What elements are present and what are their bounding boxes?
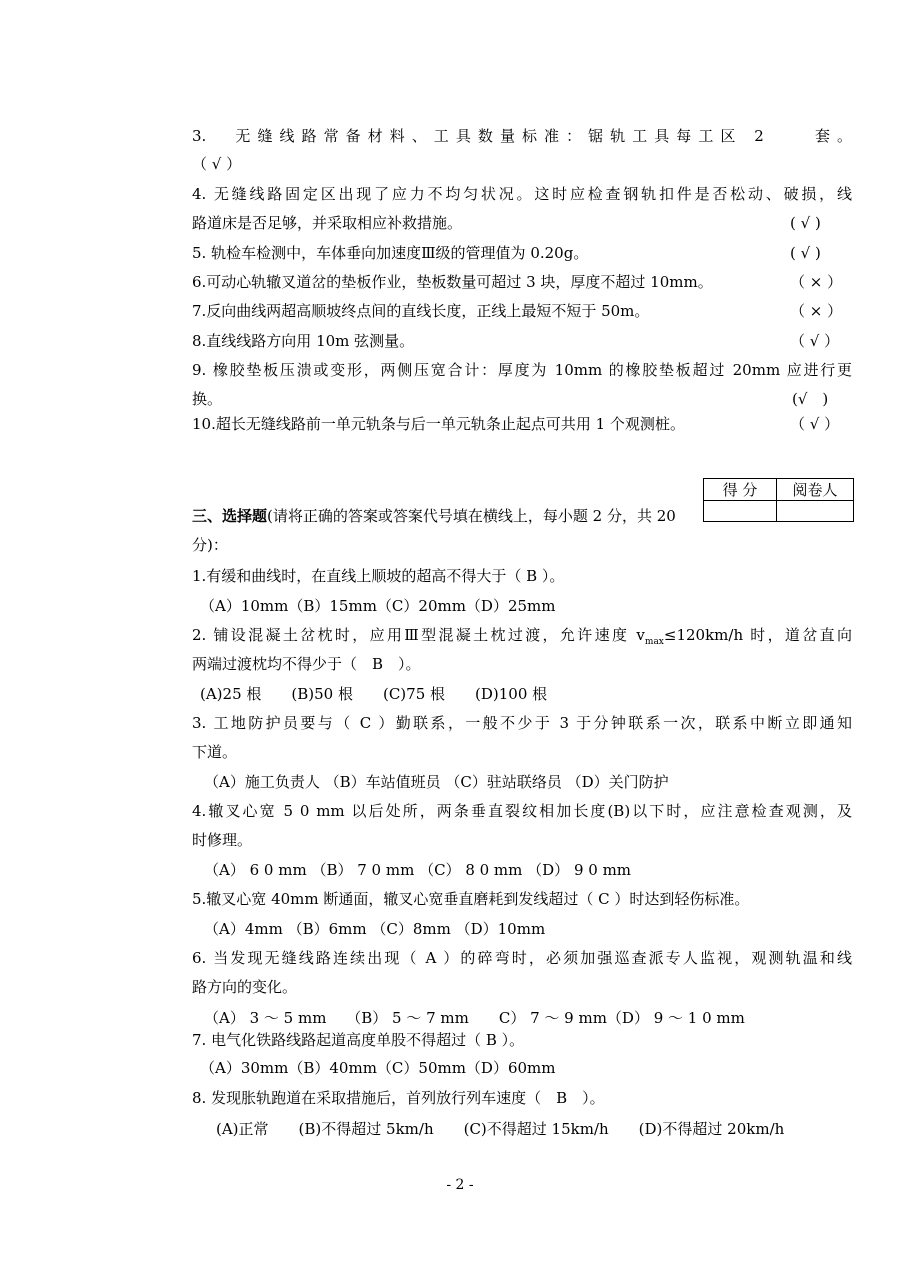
judge-item-10-line1: 10.超长无缝线路前一单元轨条与后一单元轨条止起点可共用 1 个观测桩。 xyxy=(192,415,685,433)
reviewer-cell xyxy=(777,501,854,522)
choice-2-question-pre: 2. 铺设混凝土岔枕时，应用Ⅲ型混凝土枕过渡，允许速度 v xyxy=(192,626,645,644)
judge-item-4-line1: 4. 无缝线路固定区出现了应力不均匀状况。这时应检查钢轨扣件是否松动、破损，线 xyxy=(192,185,852,203)
judge-item-8-answer: （ √ ） xyxy=(790,332,840,350)
choice-8-options: (A)正常 (B)不得超过 5km/h (C)不得超过 15km/h (D)不得超过 20km/h xyxy=(216,1120,785,1138)
choice-3-question: 3. 工地防护员要与（ C ）勤联系，一般不少于 3 于分钟联系一次，联系中断立即通知 xyxy=(192,714,852,732)
choice-2-options: (A)25 根 (B)50 根 (C)75 根 (D)100 根 xyxy=(200,685,548,703)
judge-item-9-line2: 换。 xyxy=(192,390,223,408)
judge-item-3-line2: （ √ ） xyxy=(192,155,242,173)
choice-6-question: 6. 当发现无缝线路连续出现（ A ）的碎弯时，必须加强巡查派专人监视，观测轨温和线 xyxy=(192,949,852,967)
judge-item-4-answer: ( √ ) xyxy=(790,214,821,232)
judge-item-7-answer: （ × ） xyxy=(790,302,843,320)
choice-6-options: （A） 3 ～ 5 mm （B） 5 ～ 7 mm C） 7 ～ 9 mm（D） 9 ～ 1 0 mm xyxy=(204,1009,745,1027)
judge-item-10-answer: （ √ ） xyxy=(790,415,840,433)
choice-3-options: （A）施工负责人 （B）车站值班员 （C）驻站联络员 （D）关门防护 xyxy=(204,773,669,791)
section3-title: 三、选择题 xyxy=(192,507,268,525)
choice-2-question xyxy=(192,625,852,645)
choice-7-question: 7. 电气化铁路线路起道高度单股不得超过（ B ）。 xyxy=(192,1031,525,1049)
section3-desc-line2: 分)： xyxy=(192,536,228,554)
score-header: 得 分 xyxy=(704,479,777,501)
choice-7-options: （A）30mm（B）40mm（C）50mm（D）60mm xyxy=(200,1059,556,1077)
choice-3-question-line2: 下道。 xyxy=(192,743,238,761)
choice-5-question: 5.辙叉心宽 40mm 断通面，辙叉心宽垂直磨耗到发线超过（ C ）时达到轻伤标准。 xyxy=(192,890,750,908)
judge-item-8-line1: 8.直线线路方向用 10m 弦测量。 xyxy=(192,332,415,350)
judge-item-6-line1: 6.可动心轨辙叉道岔的垫板作业，垫板数量可超过 3 块，厚度不超过 10mm。 xyxy=(192,273,713,291)
choice-1-options: （A）10mm（B）15mm（C）20mm（D）25mm xyxy=(200,597,556,615)
choice-2-question-post: ≤120km/h 时，道岔直向 xyxy=(663,626,852,644)
choice-6-question-line2: 路方向的变化。 xyxy=(192,978,298,996)
reviewer-header: 阅卷人 xyxy=(777,479,854,501)
judge-item-5-line1: 5. 轨检车检测中，车体垂向加速度Ⅲ级的管理值为 0.20g。 xyxy=(192,244,589,262)
choice-4-question: 4.辙叉心宽 5 0 mm 以后处所，两条垂直裂纹相加长度(B)以下时，应注意检查观测，及 xyxy=(192,802,852,820)
choice-8-question: 8. 发现胀轨跑道在采取措施后，首列放行列车速度（ B ）。 xyxy=(192,1089,605,1107)
judge-item-4-line2: 路道床是否足够，并采取相应补救措施。 xyxy=(192,214,463,232)
score-table xyxy=(703,478,854,522)
choice-4-question-line2: 时修理。 xyxy=(192,831,253,849)
judge-item-3-line1: 3. 无缝线路常备材料、工具数量标准：锯轨工具每工区 2 套。 xyxy=(192,127,852,145)
judge-item-6-answer: （ × ） xyxy=(790,273,843,291)
judge-item-9-answer: (√ ) xyxy=(792,390,829,408)
section3-desc: (请将正确的答案或答案代号填在横线上，每小题 2 分，共 20 xyxy=(267,507,676,525)
section3-heading xyxy=(192,506,692,526)
score-cell xyxy=(704,501,777,522)
choice-5-options: （A）4mm （B）6mm （C）8mm （D）10mm xyxy=(204,920,546,938)
judge-item-9-line1: 9. 橡胶垫板压溃或变形，两侧压宽合计：厚度为 10mm 的橡胶垫板超过 20mm 应进行更 xyxy=(192,361,852,379)
judge-item-5-answer: ( √ ) xyxy=(790,244,821,262)
page-number: - 2 - xyxy=(446,1177,474,1193)
judge-item-7-line1: 7.反向曲线两超高顺坡终点间的直线长度，正线上最短不短于 50m。 xyxy=(192,302,650,320)
choice-4-options: （A） 6 0 mm （B） 7 0 mm （C） 8 0 mm （D） 9 0 mm xyxy=(204,861,632,879)
choice-2-question-line2: 两端过渡枕均不得少于（ B ）。 xyxy=(192,655,421,673)
choice-2-question-sub: max xyxy=(644,637,664,647)
choice-1-question: 1.有缓和曲线时，在直线上顺坡的超高不得大于（ B ）。 xyxy=(192,567,565,585)
